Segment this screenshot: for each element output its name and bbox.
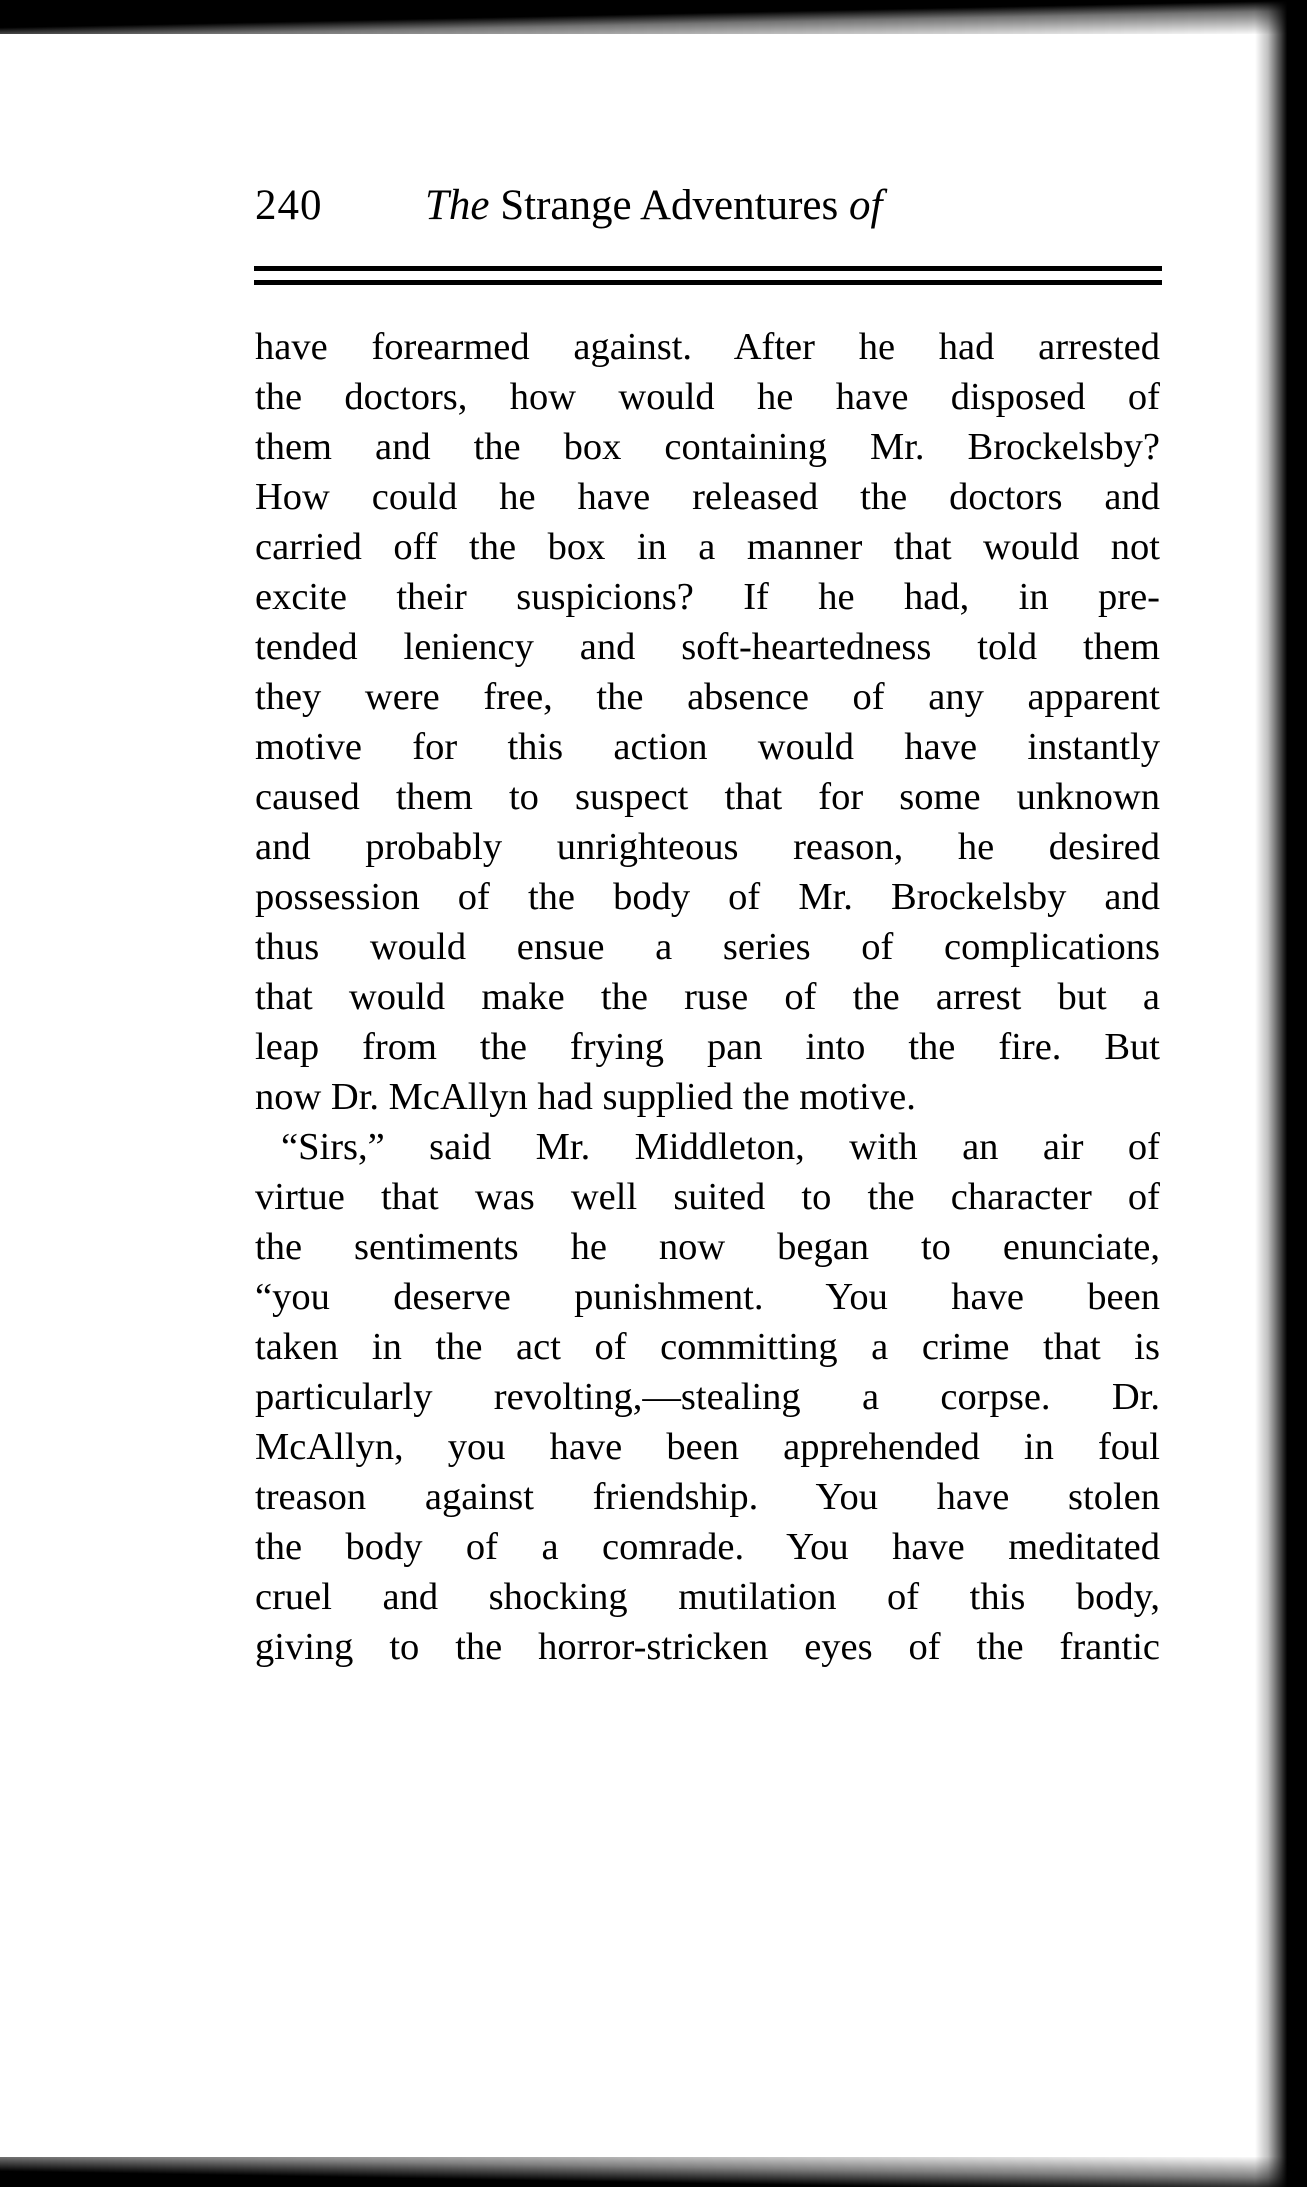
running-title-of: of	[848, 182, 883, 229]
text-line: that would make the ruse of the arrest but a	[255, 976, 1160, 1018]
text-line: thus would ensue a series of complications	[255, 926, 1160, 968]
text-line: they were free, the absence of any apparent	[255, 676, 1160, 718]
header-rule-top	[254, 266, 1162, 271]
running-title-the: The	[425, 182, 490, 229]
text-line: virtue that was well suited to the character of	[255, 1176, 1160, 1218]
text-line: giving to the horror-stricken eyes of the frantic	[255, 1626, 1160, 1668]
running-title-main: Strange Adventures	[500, 182, 839, 229]
text-line: the doctors, how would he have disposed of	[255, 376, 1160, 418]
header-rule-bottom	[254, 280, 1162, 285]
text-line: carried off the box in a manner that would not	[255, 526, 1160, 568]
body-text	[255, 322, 1160, 1672]
text-line: particularly revolting,—stealing a corpse. Dr.	[255, 1376, 1160, 1418]
running-header	[255, 176, 1160, 236]
scan-edge-bottom	[0, 2157, 1307, 2187]
running-title	[425, 176, 882, 236]
text-line: cruel and shocking mutilation of this body,	[255, 1576, 1160, 1618]
text-line: have forearmed against. After he had arrested	[255, 326, 1160, 368]
text-line: the sentiments he now began to enunciate,	[255, 1226, 1160, 1268]
text-line: motive for this action would have instantly	[255, 726, 1160, 768]
scan-edge-right	[1255, 0, 1307, 2187]
paragraph-end-line: now Dr. McAllyn had supplied the motive.	[255, 1076, 916, 1118]
text-line: treason against friendship. You have stolen	[255, 1476, 1160, 1518]
text-line: tended leniency and soft-heartedness told them	[255, 626, 1160, 668]
text-line: taken in the act of committing a crime that is	[255, 1326, 1160, 1368]
text-line: possession of the body of Mr. Brockelsby and	[255, 876, 1160, 918]
text-line: and probably unrighteous reason, he desired	[255, 826, 1160, 868]
text-line: the body of a comrade. You have meditated	[255, 1526, 1160, 1568]
text-line: them and the box containing Mr. Brockelsby?	[255, 426, 1160, 468]
text-line: “you deserve punishment. You have been	[255, 1276, 1160, 1318]
paragraph-start-line: “Sirs,” said Mr. Middleton, with an air of	[281, 1126, 1160, 1168]
page-number: 240	[255, 182, 323, 229]
text-line: How could he have released the doctors and	[255, 476, 1160, 518]
text-line: caused them to suspect that for some unknown	[255, 776, 1160, 818]
text-line: McAllyn, you have been apprehended in foul	[255, 1426, 1160, 1468]
scan-edge-top	[0, 0, 1307, 34]
text-line: leap from the frying pan into the fire. But	[255, 1026, 1160, 1068]
text-line: excite their suspicions? If he had, in pre-	[255, 576, 1160, 618]
